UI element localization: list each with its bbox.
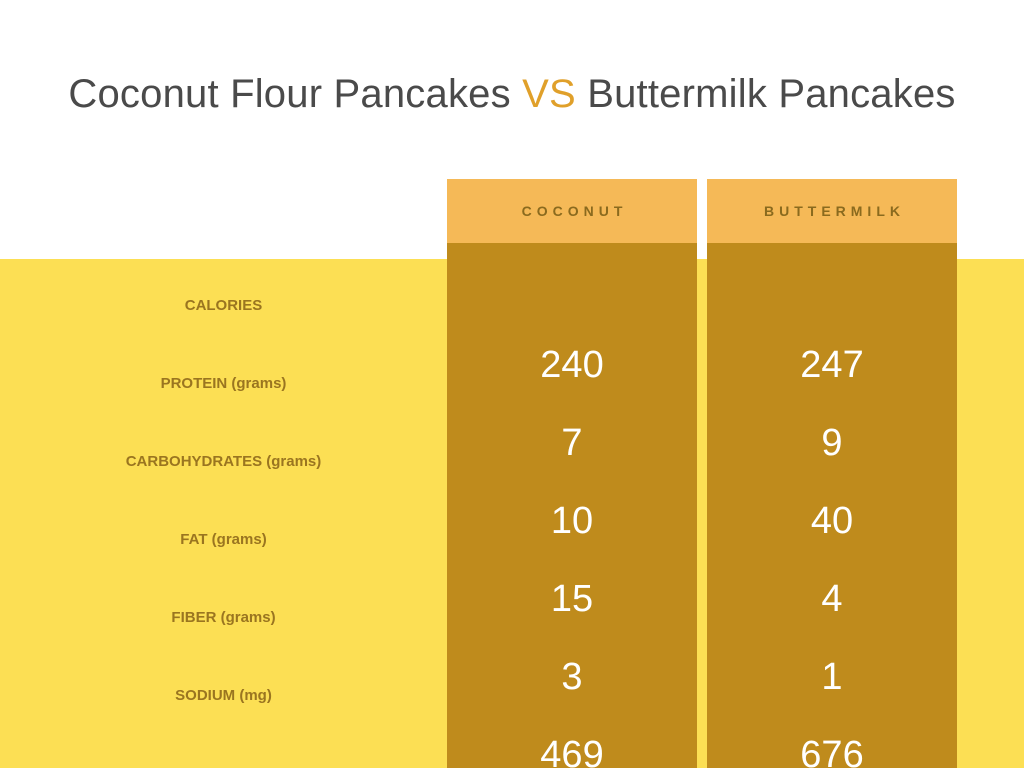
row-label-fiber: FIBER (grams) bbox=[171, 609, 276, 626]
column-header-label-coconut: COCONUT bbox=[521, 203, 628, 219]
row-label-calories: CALORIES bbox=[184, 297, 263, 314]
column-header-buttermilk bbox=[707, 179, 957, 243]
value-coconut-calories: 240 bbox=[540, 344, 604, 386]
value-buttermilk-fat: 4 bbox=[821, 578, 843, 620]
row-label-carbohydrates: CARBOHYDRATES (grams) bbox=[125, 453, 322, 470]
value-coconut-sodium: 469 bbox=[540, 734, 604, 776]
column-header-coconut bbox=[447, 179, 697, 243]
column-body-buttermilk bbox=[707, 243, 957, 776]
row-label-protein: PROTEIN (grams) bbox=[160, 375, 287, 392]
value-buttermilk-sodium: 676 bbox=[800, 734, 864, 776]
value-coconut-protein: 7 bbox=[561, 422, 583, 464]
column-buttermilk bbox=[707, 179, 957, 776]
column-body-coconut bbox=[447, 243, 697, 776]
value-coconut-fat: 15 bbox=[550, 578, 594, 620]
column-header-label-buttermilk: BUTTERMILK bbox=[764, 203, 905, 219]
value-buttermilk-calories: 247 bbox=[800, 344, 864, 386]
title-part-one: Coconut Flour Pancakes bbox=[68, 72, 523, 116]
value-buttermilk-protein: 9 bbox=[821, 422, 843, 464]
value-buttermilk-fiber: 1 bbox=[821, 656, 843, 698]
title-part-two: Buttermilk Pancakes bbox=[575, 72, 956, 116]
column-coconut bbox=[447, 179, 697, 776]
row-label-column bbox=[0, 259, 447, 768]
value-buttermilk-carbohydrates: 40 bbox=[810, 500, 854, 542]
title-vs: VS bbox=[522, 72, 576, 116]
row-label-sodium: SODIUM (mg) bbox=[175, 687, 272, 704]
value-coconut-fiber: 3 bbox=[561, 656, 583, 698]
row-label-fat: FAT (grams) bbox=[180, 531, 267, 548]
page-title bbox=[0, 72, 1024, 117]
value-coconut-carbohydrates: 10 bbox=[550, 500, 594, 542]
